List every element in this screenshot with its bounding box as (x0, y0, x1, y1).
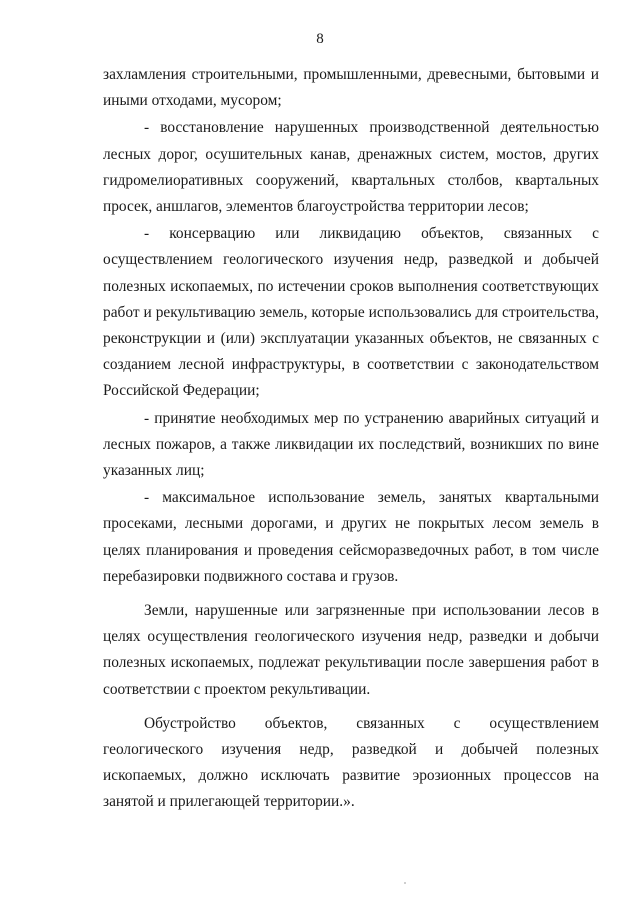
list-item-land-use: - максимальное использование земель, занятых квартальными просеками, лесными дорогами, и других не покрытых лесом земель в целях планирования и проведения сейсморазведочных работ, в том числе перебазировки подвижного состава и грузов. (103, 489, 599, 585)
document-body (103, 62, 599, 816)
paragraph-continuation: захламления строительными, промышленными, древесными, бытовыми и иными отходами, мусором; (103, 66, 599, 110)
list-item-emergency-measures: - принятие необходимых мер по устранению аварийных ситуаций и лесных пожаров, а также ликвидации их последствий, возникших по вине указанных лиц; (103, 409, 599, 480)
paragraph-erosion: Обустройство объектов, связанных с осуществлением геологического изучения недр, разведкой и добычей полезных ископаемых, должно исключать развитие эрозионных процессов на занятой и прилегающей территории.». (103, 714, 599, 811)
page-number: 8 (316, 31, 324, 47)
paragraph-reclamation: Земли, нарушенные или загрязненные при использовании лесов в целях осуществления геологического изучения недр, разведки и добычи полезных ископаемых, подлежат рекультивации после завершения работ в соответствии с проектом рекультивации. (103, 602, 599, 698)
list-item-conservation: - консервацию или ликвидацию объектов, связанных с осуществлением геологического изучения недр, разведкой и добычей полезных ископаемых, по истечении сроков выполнения соответствующих работ и рекультивацию земель, которые использовались для строительства, реконструкции и (или) эксплуатации указанных объектов, не связанных с созданием лесной инфраструктуры, в соответствии с законодательством Российской Федерации; (103, 225, 599, 400)
list-item-restoration: - восстановление нарушенных производственной деятельностью лесных дорог, осушительных канав, дренажных систем, мостов, других гидромелиоративных сооружений, квартальных столбов, квартальных просек, аншлагов, элементов благоустройства территории лесов; (103, 119, 599, 216)
scan-speck (404, 882, 406, 884)
